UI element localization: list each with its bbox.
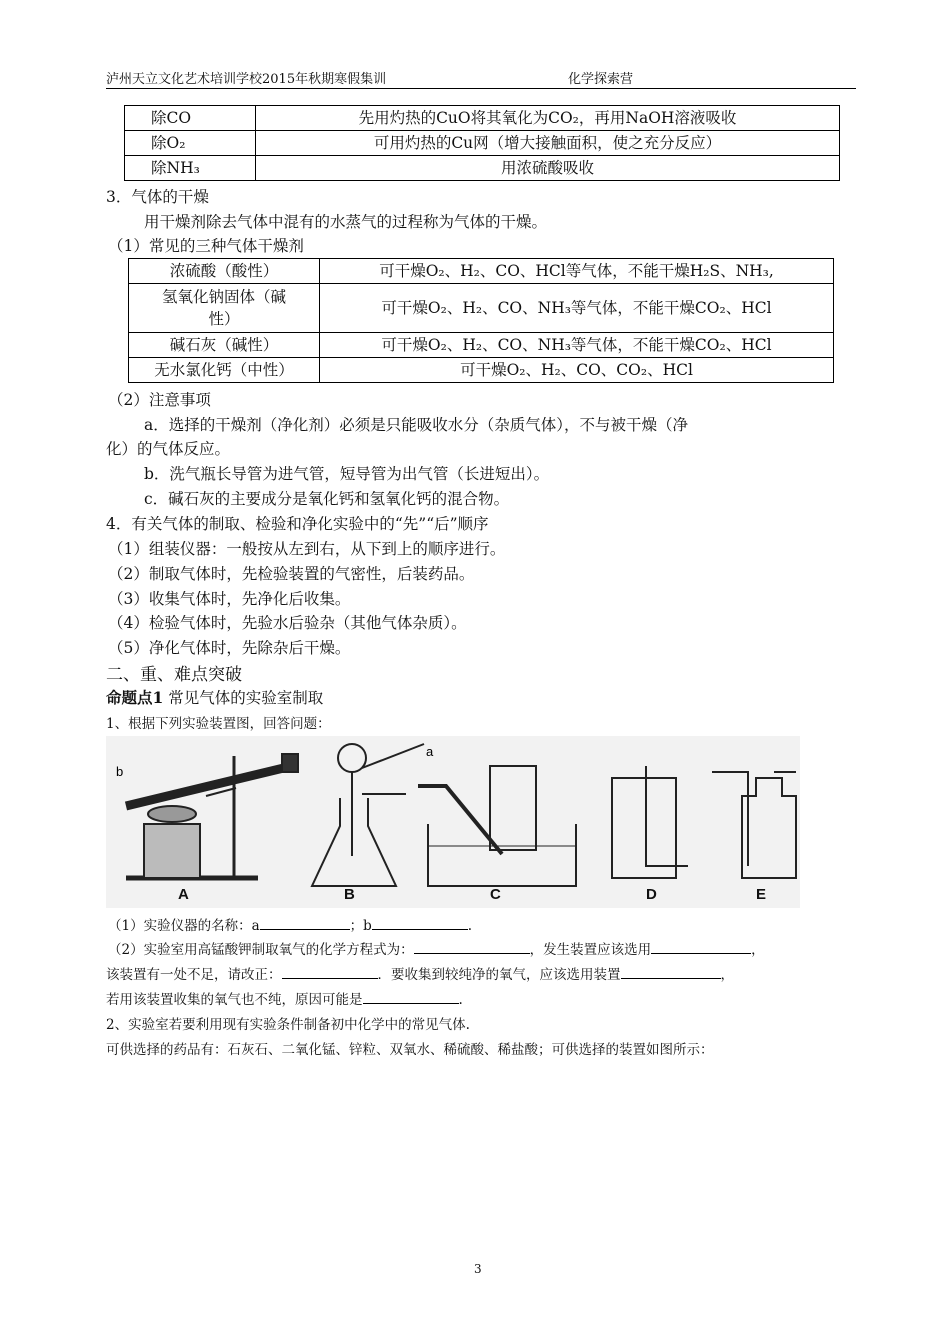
label-c: C: [490, 886, 501, 903]
table-cell-key-line: 氢氧化钠固体（碱: [161, 288, 286, 306]
table-cell-value: 可干燥O₂、H₂、CO、NH₃等气体，不能干燥CO₂、HCl: [320, 284, 834, 333]
water-trough: [428, 824, 576, 886]
header-school: 泸州天立文化艺术培训学校2015年秋期寒假集训: [106, 72, 387, 87]
answer-blank[interactable]: [651, 939, 751, 954]
page-header: [106, 66, 856, 89]
question-part: [106, 963, 734, 983]
topic-text: 常见气体的实验室制取: [168, 689, 324, 707]
table-cell-value: 先用灼热的CuO将其氧化为CO₂，再用NaOH溶液吸收: [256, 106, 840, 131]
text-segment: 若用该装置收集的氧气也不纯，原因可能是: [106, 992, 363, 1008]
table-row: [129, 358, 834, 383]
paragraph: b．洗气瓶长导管为进气管，短导管为出气管（长进短出）。: [144, 465, 550, 483]
desiccant-table: [128, 258, 834, 383]
table-cell-value: 可干燥O₂、H₂、CO、HCl等气体，不能干燥H₂S、NH₃,: [320, 259, 834, 284]
answer-blank[interactable]: [363, 989, 459, 1004]
list-item: （1）组装仪器：一般按从左到右，从下到上的顺序进行。: [108, 540, 506, 558]
question-stem: 1、根据下列实验装置图，回答问题：: [106, 716, 331, 732]
alcohol-lamp: [148, 806, 196, 822]
list-item: （3）收集气体时，先净化后收集。: [108, 590, 351, 608]
list-item: （5）净化气体时，先除杂后干燥。: [108, 639, 351, 657]
mark-a: a: [426, 744, 434, 759]
table-row: [125, 106, 840, 131]
paragraph: 化）的气体反应。: [106, 440, 231, 458]
paragraph: a．选择的干燥剂（净化剂）必须是只能吸收水分（杂质气体），不与被干燥（净: [144, 416, 688, 434]
label-d: D: [646, 886, 657, 903]
subsection-title: （1）常见的三种气体干燥剂: [108, 237, 304, 255]
d-tube: [646, 766, 688, 866]
table-row: [125, 156, 840, 181]
conical-flask: [312, 798, 396, 886]
gas-bottle: [490, 766, 536, 850]
section-heading: 二、重、难点突破: [106, 665, 242, 685]
topic-label: 命题点1: [106, 688, 164, 707]
table-row: [129, 259, 834, 284]
text-segment: .: [458, 992, 463, 1008]
text-segment: （1）实验仪器的名称：a: [108, 918, 260, 934]
bottle-d: [612, 778, 676, 878]
question-part: [108, 914, 472, 934]
table-cell-key: 碱石灰（碱性）: [129, 333, 320, 358]
table-cell-key: 除NH₃: [125, 156, 256, 181]
table-cell-value: 可用灼热的Cu网（增大接触面积，使之充分反应）: [256, 131, 840, 156]
apparatus-drawing: [106, 736, 800, 908]
table-cell-value: 用浓硫酸吸收: [256, 156, 840, 181]
mark-b: b: [116, 764, 124, 779]
paragraph: 可供选择的药品有：石灰石、二氧化锰、锌粒、双氧水、稀硫酸、稀盐酸；可供选择的装置如图所示：: [106, 1042, 714, 1058]
table-cell-key-line: 性）: [208, 310, 240, 328]
funnel-bulb: [338, 744, 366, 772]
label-e: E: [756, 886, 767, 903]
section-title: 4．有关气体的制取、检验和净化实验中的“先”“后”顺序: [106, 515, 489, 533]
subsection-title: （2）注意事项: [108, 391, 211, 409]
text-segment: ，: [720, 967, 734, 983]
wood-block: [144, 824, 200, 878]
table-cell-key: 无水氯化钙（中性）: [129, 358, 320, 383]
answer-blank[interactable]: [260, 915, 350, 930]
list-item: （2）制取气体时，先检验装置的气密性，后装药品。: [108, 565, 475, 583]
question-part: [108, 938, 765, 958]
answer-blank[interactable]: [282, 964, 378, 979]
label-a: A: [178, 886, 189, 903]
page-number: 3: [474, 1262, 482, 1276]
text-segment: .: [467, 918, 473, 934]
purification-table: [124, 105, 840, 181]
question-stem: 2、实验室若要利用现有实验条件制备初中化学中的常见气体.: [106, 1017, 470, 1033]
table-cell-value: 可干燥O₂、H₂、CO、NH₃等气体，不能干燥CO₂、HCl: [320, 333, 834, 358]
answer-blank[interactable]: [372, 915, 468, 930]
paragraph: c．碱石灰的主要成分是氧化钙和氢氧化钙的混合物。: [144, 490, 510, 508]
question-part: [106, 988, 463, 1008]
header-course: 化学探索营: [568, 72, 634, 87]
apparatus-figure: [106, 736, 800, 908]
answer-blank[interactable]: [414, 939, 530, 954]
stopper: [282, 754, 298, 772]
text-segment: ，发生装置应该选用: [529, 942, 652, 958]
label-b: B: [344, 886, 355, 903]
table-row: [129, 284, 834, 333]
paragraph: 用干燥剂除去气体中混有的水蒸气的过程称为气体的干燥。: [144, 213, 548, 231]
test-tube: [126, 766, 292, 806]
table-row: [129, 333, 834, 358]
pointer-a: [362, 744, 424, 768]
topic-heading: [106, 686, 323, 708]
table-cell-key: [129, 284, 320, 333]
section-title: 3．气体的干燥: [106, 188, 209, 206]
answer-blank[interactable]: [621, 964, 721, 979]
table-cell-value: 可干燥O₂、H₂、CO、CO₂、HCl: [320, 358, 834, 383]
list-item: （4）检验气体时，先验水后验杂（其他气体杂质）。: [108, 614, 467, 632]
text-segment: ，: [751, 942, 765, 958]
table-cell-key: 除O₂: [125, 131, 256, 156]
text-segment: ；b: [349, 918, 372, 934]
text-segment: 该装置有一处不足，请改正：: [106, 967, 282, 983]
table-row: [125, 131, 840, 156]
bottle-e: [742, 778, 796, 878]
table-cell-key: 除CO: [125, 106, 256, 131]
text-segment: ．要收集到较纯净的氧气，应该选用装置: [377, 967, 621, 983]
table-cell-key: 浓硫酸（酸性）: [129, 259, 320, 284]
text-segment: （2）实验室用高锰酸钾制取氧气的化学方程式为：: [108, 942, 414, 958]
